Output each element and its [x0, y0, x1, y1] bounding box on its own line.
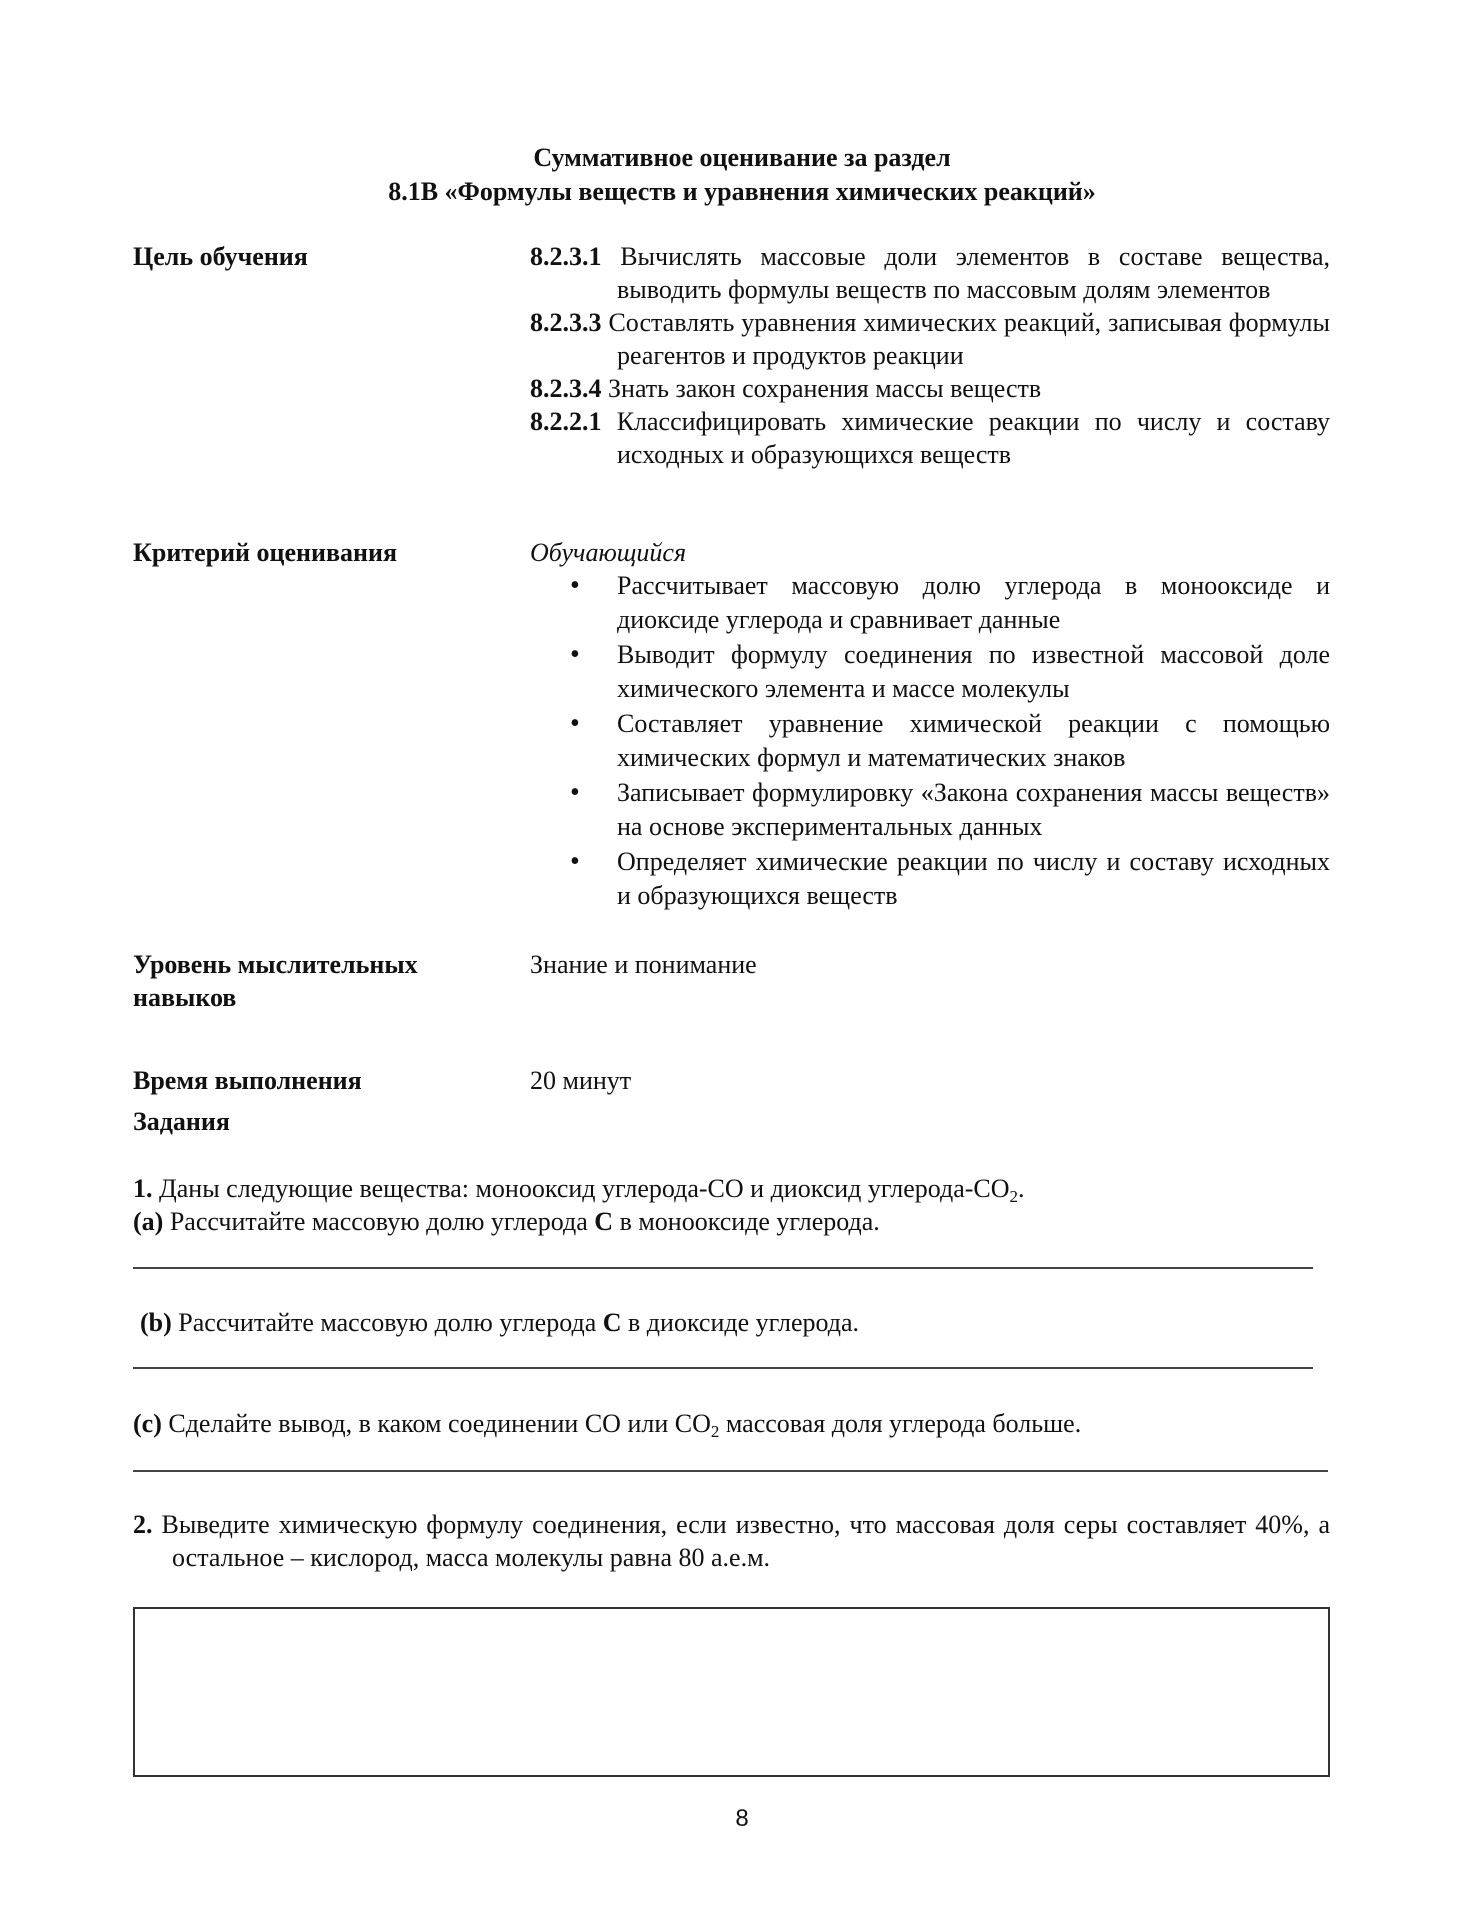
subscript: 2 — [1009, 1187, 1019, 1206]
subquestion-text: Сделайте вывод, в каком соединении СО или СО — [168, 1409, 711, 1438]
criteria-item: • Рассчитывает массовую долю углерода в монооксиде и диоксиде углерода и сравнивает данные — [617, 569, 1330, 636]
objective-text: Классифицировать химические реакции по числу и составу исходных и образующихся веществ — [616, 407, 1330, 469]
criteria-block — [530, 536, 1330, 914]
objective-text: Знать закон сохранения массы веществ — [608, 374, 1042, 403]
subquestion-text-end: в диоксиде углерода. — [621, 1308, 860, 1337]
question-text-end: . — [1018, 1174, 1025, 1203]
criteria-item: • Определяет химические реакции по числу и составу исходных и образующихся веществ — [617, 845, 1330, 912]
question-text: Выведите химическую формулу соединения, если известно, что массовая доля серы составляет 40%, а остальное – кислород, масса молекулы равна 80 а.е.м. — [161, 1510, 1330, 1572]
question-number: 1. — [133, 1174, 153, 1203]
question-number: 2. — [133, 1510, 153, 1539]
duration-label: Время выполнения — [133, 1066, 362, 1095]
duration-value: 20 минут — [530, 1066, 632, 1095]
question-1-stem — [133, 1172, 1330, 1205]
question-1 — [133, 1172, 1330, 1238]
thinking-level-label: Уровень мыслительных навыков — [133, 950, 418, 1012]
page-title — [0, 141, 1484, 209]
subscript: 2 — [710, 1422, 720, 1441]
objective-item — [530, 405, 1330, 471]
objective-item — [530, 306, 1330, 372]
criteria-item: • Записывает формулировку «Закона сохранения массы веществ» на основе экспериментальных данных — [617, 776, 1330, 843]
subquestion-label: (b) — [140, 1308, 172, 1337]
subquestion-text: Рассчитайте массовую долю углерода — [178, 1308, 603, 1337]
question-2-body — [133, 1508, 1330, 1574]
objective-code: 8.2.2.1 — [530, 407, 602, 436]
question-1c — [133, 1407, 1330, 1440]
title-line-2: 8.1B «Формулы веществ и уравнения химических реакций» — [388, 177, 1096, 206]
question-1b — [140, 1306, 1337, 1339]
subquestion-label: (a) — [133, 1207, 164, 1236]
criteria-intro: Обучающийся — [530, 538, 687, 567]
subquestion-text: Рассчитайте массовую долю углерода — [169, 1207, 595, 1236]
subquestion-text-end: в монооксиде углерода. — [613, 1207, 880, 1236]
objective-text: Составлять уравнения химических реакций, записывая формулы реагентов и продуктов реакции — [608, 308, 1331, 370]
criteria-label: Критерий оценивания — [133, 538, 398, 567]
learning-objectives — [530, 240, 1330, 471]
criteria-item: • Составляет уравнение химической реакции с помощью химических формул и математических знаков — [617, 707, 1330, 774]
objective-text: Вычислять массовые доли элементов в составе вещества, выводить формулы веществ по массовым долям элементов — [617, 242, 1330, 304]
answer-box-q2[interactable] — [133, 1607, 1330, 1777]
objective-code: 8.2.3.1 — [530, 242, 602, 271]
subquestion-label: (c) — [133, 1409, 162, 1438]
thinking-level-value: Знание и понимание — [530, 950, 757, 979]
answer-line-1b[interactable] — [133, 1367, 1313, 1369]
answer-line-1c[interactable] — [133, 1470, 1328, 1472]
page-number: 8 — [735, 1805, 749, 1832]
element-symbol: С — [594, 1207, 614, 1236]
objective-item — [530, 240, 1330, 306]
objective-code: 8.2.3.4 — [530, 374, 602, 403]
criteria-list — [530, 569, 1330, 912]
objective-code: 8.2.3.3 — [530, 308, 602, 337]
question-1a — [133, 1205, 1330, 1238]
criteria-item: • Выводит формулу соединения по известной массовой доле химического элемента и массе молекулы — [617, 638, 1330, 705]
title-line-1: Суммативное оценивание за раздел — [533, 143, 951, 172]
element-symbol: С — [602, 1308, 622, 1337]
subquestion-text-end: массовая доля углерода больше. — [719, 1409, 1082, 1438]
objective-item — [530, 372, 1330, 405]
tasks-heading: Задания — [133, 1107, 230, 1136]
learning-goal-label: Цель обучения — [133, 242, 308, 271]
question-text: Даны следующие вещества: монооксид углерода-СО и диоксид углерода-СО — [159, 1174, 1010, 1203]
answer-line-1a[interactable] — [133, 1267, 1313, 1269]
question-2 — [133, 1508, 1330, 1574]
